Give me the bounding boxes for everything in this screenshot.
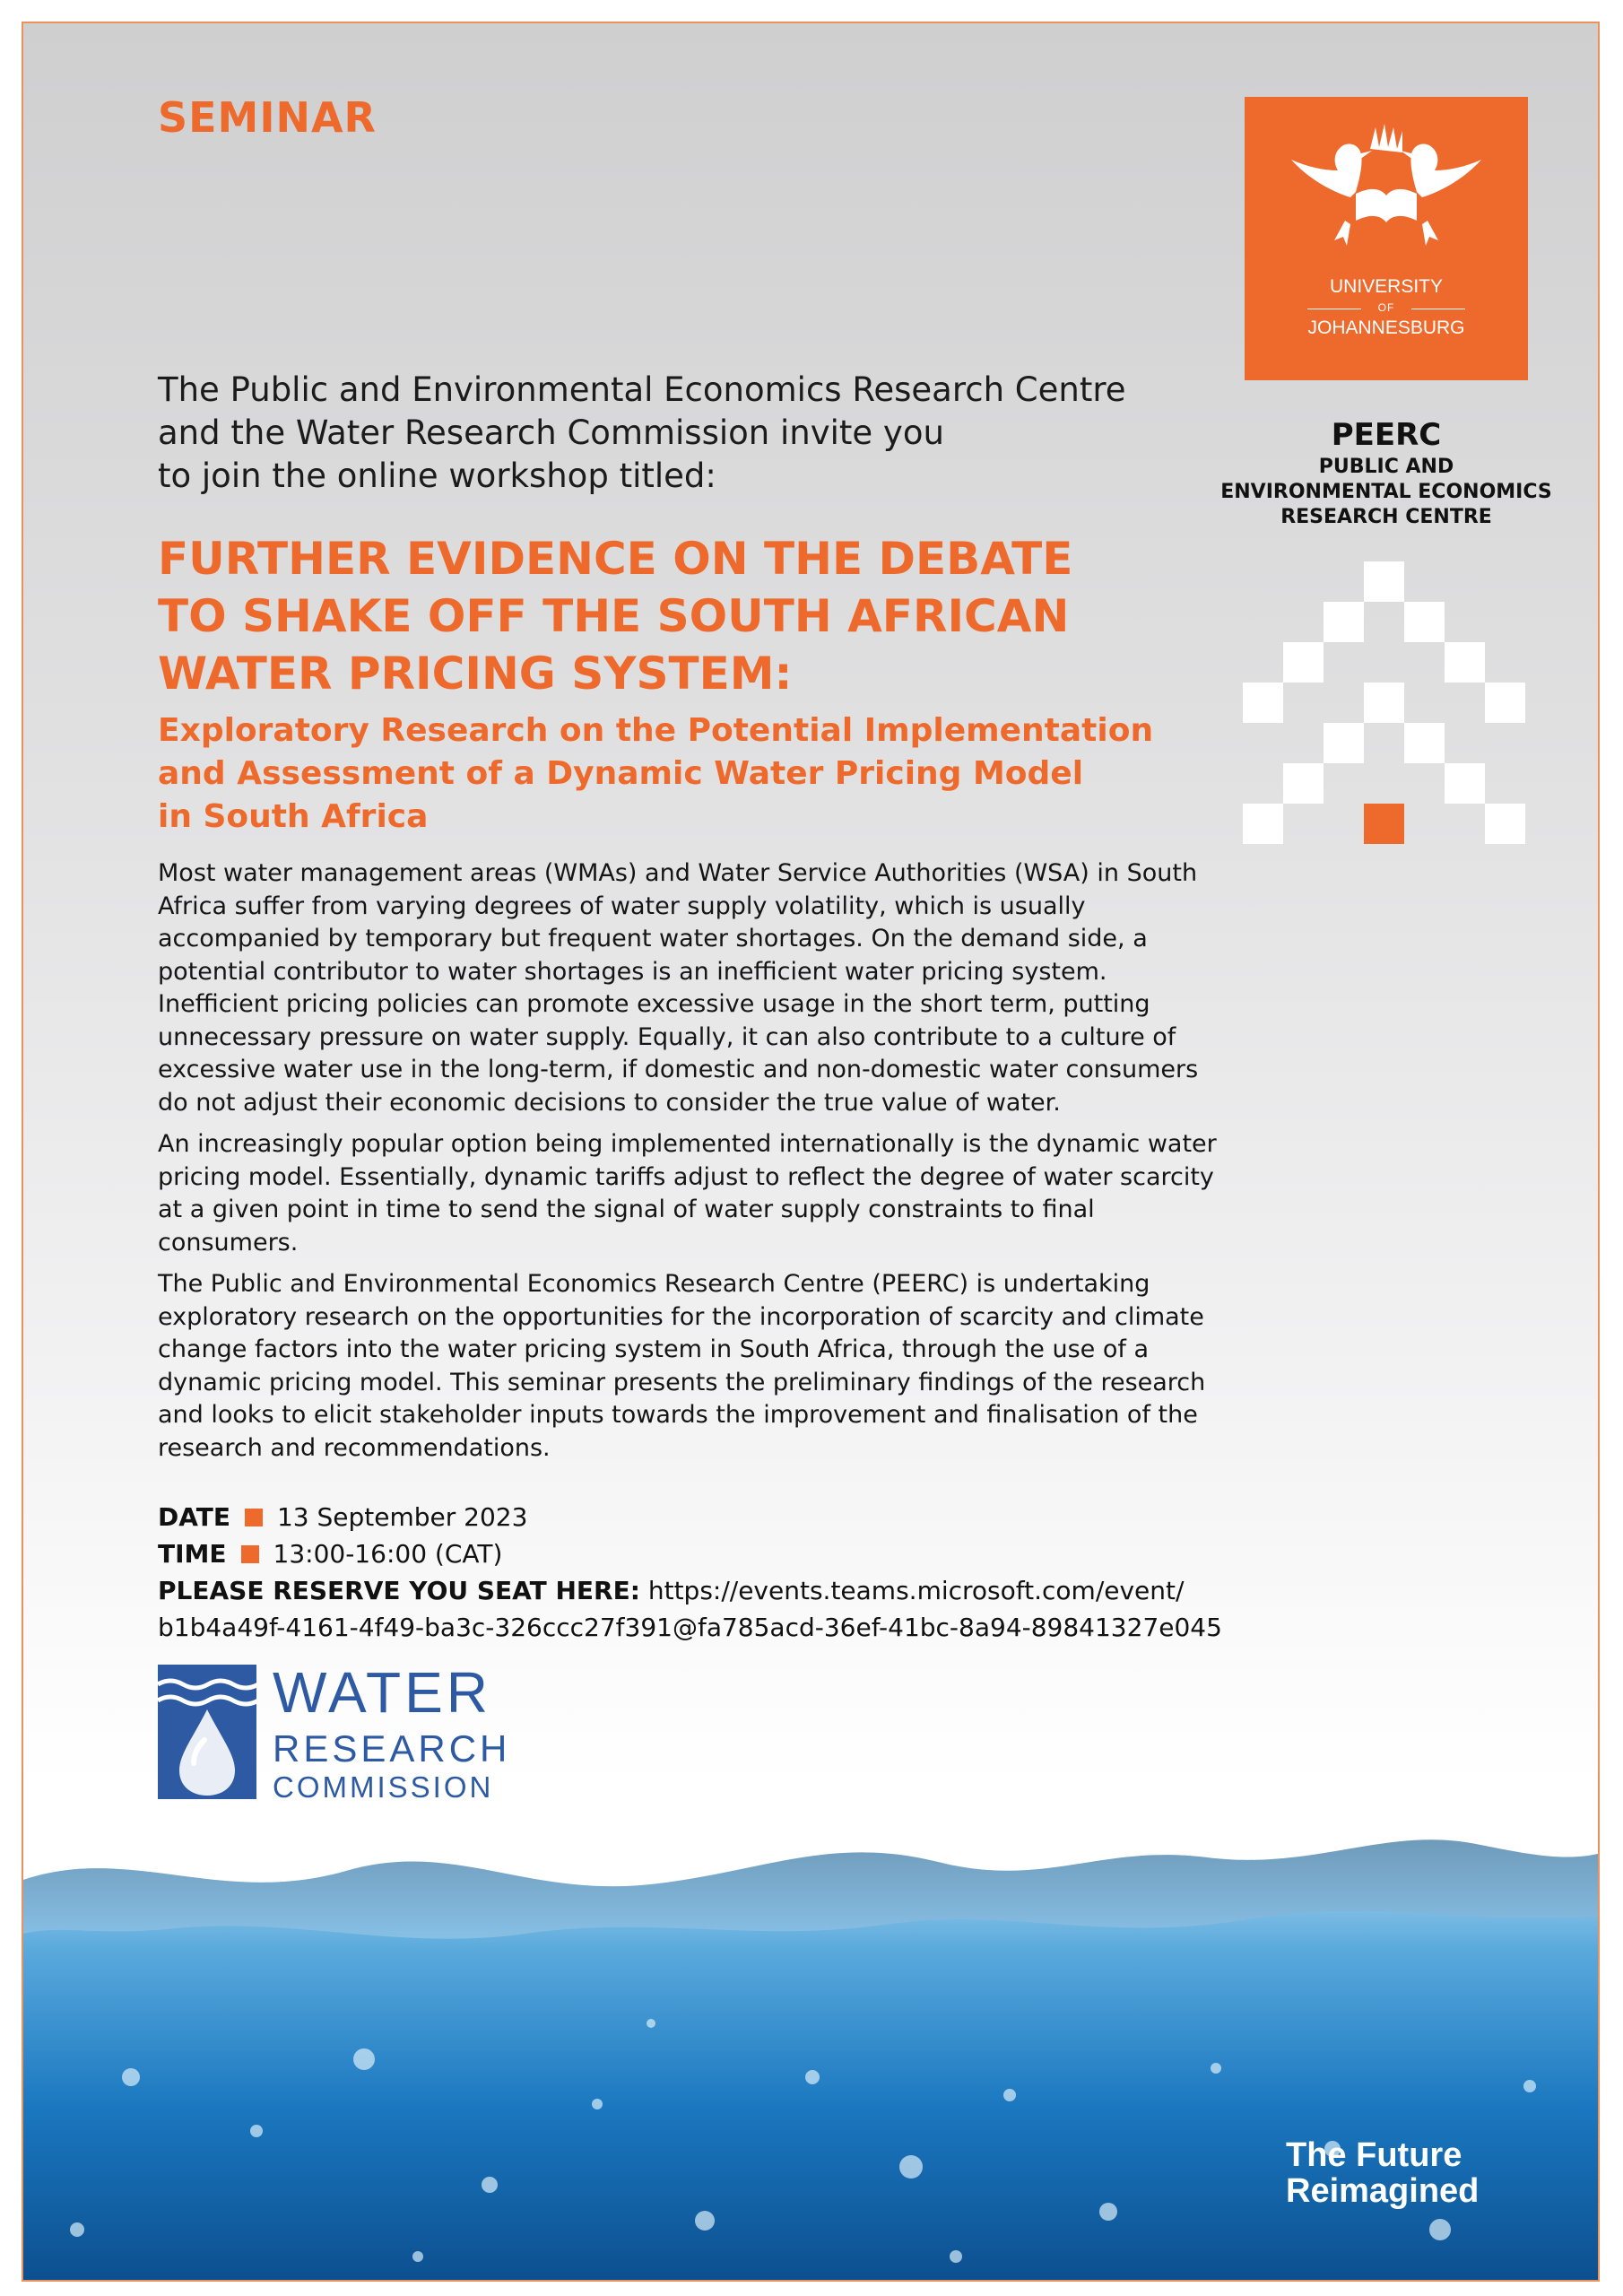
subtitle-line: in South Africa bbox=[158, 798, 429, 835]
title-line: FURTHER EVIDENCE ON THE DEBATE bbox=[158, 533, 1073, 585]
uj-name-line: OF bbox=[1377, 301, 1395, 314]
date-value: 13 September 2023 bbox=[276, 1502, 528, 1532]
time-row bbox=[158, 1535, 1279, 1572]
peerc-acronym: PEERC bbox=[1331, 417, 1442, 453]
decorative-square-pattern bbox=[1243, 561, 1530, 848]
title-line: WATER PRICING SYSTEM: bbox=[158, 648, 793, 700]
workshop-title bbox=[158, 530, 1162, 702]
intro-line: The Public and Environmental Economics Research Centre bbox=[158, 370, 1126, 409]
body-paragraph: Most water management areas (WMAs) and Water Service Authorities (WSA) in South Africa suffer from varying degrees of water supply volatility, which is usually accompanied by temporary but frequent water shortages. On the demand side, a potential contributor to water shortages is an inefficient water pricing system. Inefficient pricing policies can promote excessive usage in the short term, putting unnecessary pressure on water supply. Equally, it can also contribute to a culture of excessive water use in the long-term, if domestic and non-domestic water consumers do not adjust their economic decisions to consider the true value of water. bbox=[158, 859, 1199, 1117]
uj-birds-emblem-icon bbox=[1245, 115, 1528, 258]
subtitle-line: and Assessment of a Dynamic Water Pricing Model bbox=[158, 755, 1084, 792]
body-text bbox=[158, 857, 1234, 1474]
flyer-page bbox=[22, 22, 1600, 2282]
peerc-name-line: RESEARCH CENTRE bbox=[1280, 506, 1492, 528]
subtitle-line: Exploratory Research on the Potential Implementation bbox=[158, 712, 1154, 749]
water-drop-icon bbox=[158, 1665, 256, 1799]
wrc-name-line: COMMISSION bbox=[273, 1770, 494, 1804]
uj-name-line: JOHANNESBURG bbox=[1307, 317, 1465, 338]
intro-line: and the Water Research Commission invite you bbox=[158, 413, 944, 452]
bullet-square-icon bbox=[241, 1545, 259, 1563]
invitation-intro bbox=[158, 369, 1144, 498]
registration-link-continued[interactable]: b1b4a49f-4161-4f49-ba3c-326ccc27f391@fa785acd-36ef-41bc-8a94-89841327e045 bbox=[158, 1613, 1222, 1642]
uj-logo bbox=[1245, 97, 1528, 380]
reserve-label: PLEASE RESERVE YOU SEAT HERE: bbox=[158, 1576, 640, 1605]
tagline-line: The Future bbox=[1286, 2136, 1462, 2174]
registration-link[interactable]: https://events.teams.microsoft.com/event/ bbox=[647, 1576, 1185, 1605]
wrc-logo bbox=[158, 1660, 516, 1805]
intro-line: to join the online workshop titled: bbox=[158, 457, 716, 495]
water-drop-emblem bbox=[158, 1665, 256, 1799]
event-details bbox=[158, 1499, 1279, 1646]
seminar-label: SEMINAR bbox=[158, 93, 377, 142]
peerc-name-line: ENVIRONMENTAL ECONOMICS bbox=[1220, 481, 1552, 503]
tagline-line: Reimagined bbox=[1286, 2172, 1480, 2210]
uj-name-line: UNIVERSITY bbox=[1329, 276, 1444, 297]
time-label: TIME bbox=[158, 1539, 227, 1569]
peerc-label bbox=[1189, 415, 1584, 530]
wrc-name-line: WATER bbox=[273, 1660, 491, 1725]
body-paragraph: An increasingly popular option being implemented internationally is the dynamic water pricing model. Essentially, dynamic tariffs adjust to reflect the degree of water scarcity at a given point in time to send the signal of water supply constraints to final consumers. bbox=[158, 1130, 1217, 1257]
wrc-name-line: RESEARCH bbox=[273, 1727, 511, 1770]
reserve-row bbox=[158, 1572, 1279, 1609]
peerc-name-line: PUBLIC AND bbox=[1318, 456, 1454, 478]
time-value: 13:00-16:00 (CAT) bbox=[273, 1539, 503, 1569]
tagline bbox=[1286, 2137, 1479, 2209]
title-line: TO SHAKE OFF THE SOUTH AFRICAN bbox=[158, 590, 1070, 642]
date-label: DATE bbox=[158, 1502, 230, 1532]
workshop-subtitle bbox=[158, 709, 1162, 839]
date-row bbox=[158, 1499, 1279, 1535]
body-paragraph: The Public and Environmental Economics Research Centre (PEERC) is undertaking exploratory research on the opportunities for the incorporation of scarcity and climate change factors into the water pricing system in South Africa, through the use of a dynamic pricing model. This seminar presents the preliminary findings of the research and looks to elicit stakeholder inputs towards the improvement and finalisation of the research and recommendations. bbox=[158, 1270, 1206, 1462]
water-surface-image bbox=[23, 1808, 1600, 2282]
bullet-square-icon bbox=[245, 1509, 263, 1526]
